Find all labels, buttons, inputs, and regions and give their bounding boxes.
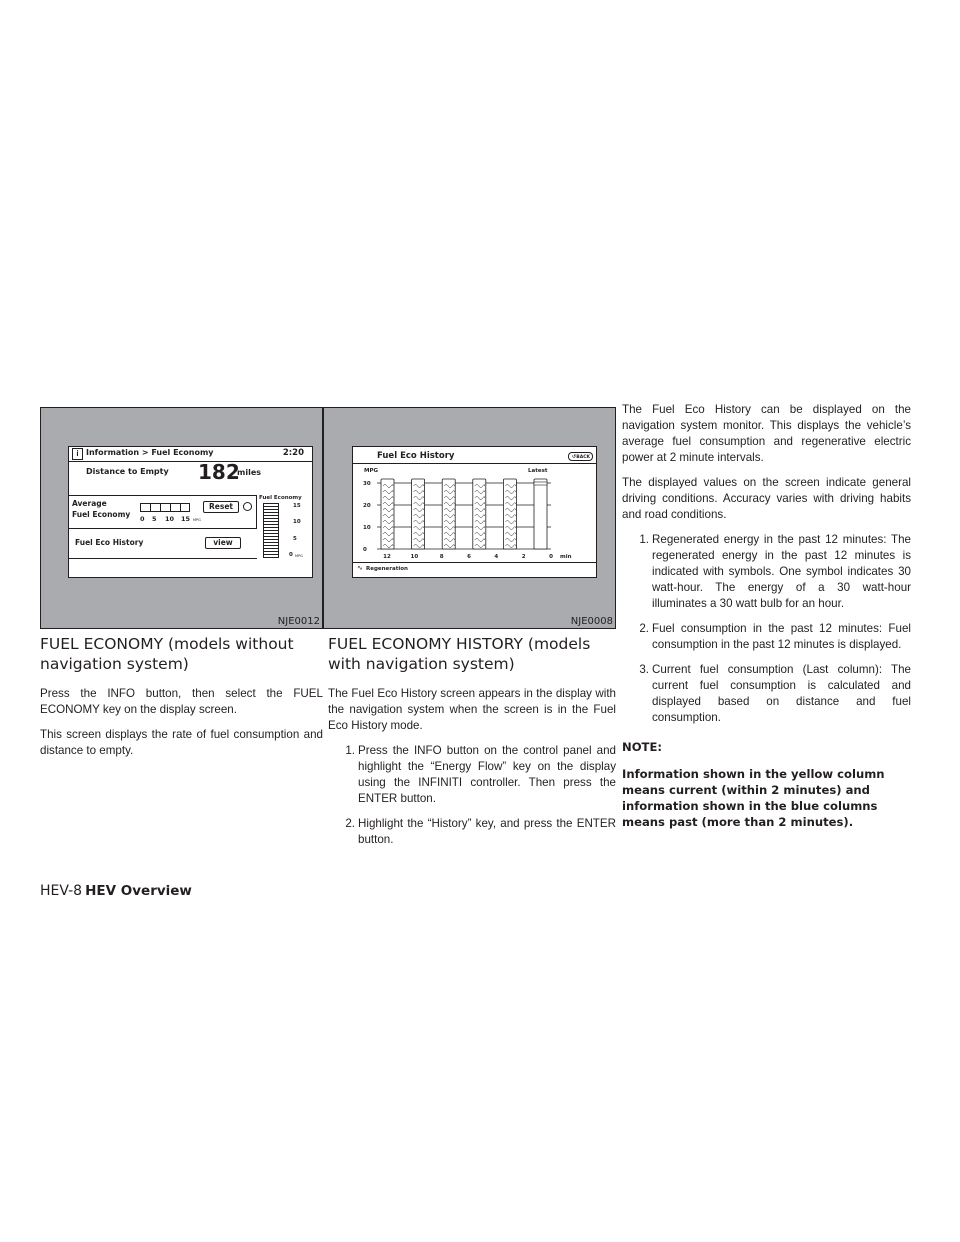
gauge-scale-5: 5 <box>293 536 297 542</box>
column-2-body <box>323 686 616 848</box>
column-3 <box>622 402 911 830</box>
column-1 <box>40 407 323 768</box>
step-item <box>622 662 911 726</box>
section-title: HEV Overview <box>85 883 192 899</box>
figure-code: NJE0008 <box>570 616 613 627</box>
latest-column <box>534 479 547 549</box>
distance-unit: miles <box>237 468 262 477</box>
circle-icon <box>243 502 252 511</box>
step-number: 2. <box>639 622 649 635</box>
gauge-scale-0: 0 <box>289 552 293 558</box>
breadcrumb: Information > Fuel Economy <box>86 448 214 457</box>
legend-divider <box>353 562 596 563</box>
average-panel <box>69 495 257 529</box>
info-icon: i <box>72 448 83 460</box>
gauge-scale-15: 15 <box>293 503 301 509</box>
legend-label: Regeneration <box>366 566 408 572</box>
x-tick-label: 4 <box>494 554 499 560</box>
back-label: BACK <box>576 455 590 460</box>
back-icon: ↺ <box>572 454 577 460</box>
avg-scale-0: 0 <box>140 515 145 523</box>
gauge-scale-10: 10 <box>293 519 301 525</box>
regeneration-icon: ∿ <box>357 565 363 572</box>
page-number: HEV-8 <box>40 883 83 899</box>
average-label-line1: Average <box>72 499 107 508</box>
x-tick-label: 2 <box>521 554 526 560</box>
step-text: Highlight the “History” key, and press the ENTER button. <box>358 817 616 846</box>
x-tick-label: 10 <box>410 554 419 560</box>
average-bar-meter <box>140 503 190 512</box>
fuel-eco-history-label: Fuel Eco History <box>75 538 144 547</box>
step-number: 1. <box>345 744 355 757</box>
history-chart <box>353 447 596 577</box>
latest-label: Latest <box>528 468 548 474</box>
avg-scale-15: 15 <box>181 515 191 523</box>
y-axis-unit: MPG <box>364 468 379 474</box>
distance-value: 182 <box>198 460 240 484</box>
average-label-line2: Fuel Economy <box>72 510 131 519</box>
y-tick-label: 0 <box>363 547 367 553</box>
step-item <box>622 621 911 653</box>
x-tick-label: 12 <box>383 554 391 560</box>
reset-label: Reset <box>209 502 233 511</box>
step-number: 3. <box>639 663 649 676</box>
y-tick-label: 30 <box>363 481 371 487</box>
latest-column-cap <box>534 482 547 485</box>
step-item <box>328 816 616 848</box>
section-heading: FUEL ECONOMY (models without navigation system) <box>40 635 294 673</box>
x-tick-label: 0 <box>549 554 553 560</box>
avg-scale-10: 10 <box>165 515 175 523</box>
fuel-eco-history-figure <box>323 407 616 629</box>
step-number: 2. <box>345 817 355 830</box>
note-heading: NOTE: <box>622 740 663 754</box>
step-number: 1. <box>639 533 649 546</box>
step-item <box>328 743 616 807</box>
paragraph: The displayed values on the screen indicate general driving conditions. Accuracy varies with driving habits and road conditions. <box>622 476 911 521</box>
section-heading: FUEL ECONOMY HISTORY (models with navigation system) <box>328 635 591 673</box>
title-bar <box>69 447 312 462</box>
reset-button[interactable] <box>203 501 239 513</box>
paragraph: This screen displays the rate of fuel consumption and distance to empty. <box>40 728 323 757</box>
avg-unit: MPG <box>193 518 201 522</box>
history-divider <box>69 558 257 559</box>
y-tick-label: 20 <box>363 503 371 509</box>
page-footer <box>40 880 192 899</box>
fuel-economy-figure <box>40 407 323 629</box>
history-title: Fuel Eco History <box>377 451 455 461</box>
step-item <box>622 532 911 612</box>
paragraph: The Fuel Eco History screen appears in the display with the navigation system when the screen is in the Fuel Eco History mode. <box>328 687 616 732</box>
x-axis-unit: min <box>560 554 572 560</box>
step-text: Current fuel consumption (Last column): The current fuel consumption is calculated and displayed based on distance and fuel consumption. <box>652 663 911 724</box>
gauge-unit: MPG <box>295 554 303 558</box>
display-screen <box>68 446 313 578</box>
distance-label: Distance to Empty <box>86 467 169 476</box>
x-tick-label: 8 <box>439 554 444 560</box>
note-body: Information shown in the yellow column means current (within 2 minutes) and information shown in the blue columns means past (more than 2 minutes). <box>622 767 885 829</box>
x-tick-label: 6 <box>467 554 471 560</box>
paragraph: The Fuel Eco History can be displayed on the navigation system monitor. This displays the vehicle’s average fuel consumption and regenerative electric power at 2 minute intervals. <box>622 403 911 464</box>
step-text: Regenerated energy in the past 12 minutes: The regenerated energy in the past 12 minutes is indicated with symbols. One symbol indicates 30 watt-hour. The energy of a 30 watt-hour illuminates a 30 watt bulb for an hour. <box>652 533 911 610</box>
y-tick-label: 10 <box>363 525 371 531</box>
step-text: Press the INFO button on the control panel and highlight the “Energy Flow” key on the display using the INFINITI controller. Then press the ENTER button. <box>358 744 616 805</box>
fuel-economy-gauge <box>263 503 279 558</box>
figure-code: NJE0012 <box>277 616 320 627</box>
gauge-title: Fuel Economy <box>259 495 302 501</box>
view-label: view <box>213 538 233 547</box>
history-screen <box>352 446 597 578</box>
step-text: Fuel consumption in the past 12 minutes: Fuel consumption in the past 12 minutes is displayed. <box>652 622 911 651</box>
view-button[interactable] <box>205 537 241 549</box>
avg-scale-5: 5 <box>152 515 157 523</box>
column-2 <box>323 407 616 857</box>
paragraph: Press the INFO button, then select the FUEL ECONOMY key on the display screen. <box>40 687 323 716</box>
clock: 2:20 <box>282 448 304 458</box>
